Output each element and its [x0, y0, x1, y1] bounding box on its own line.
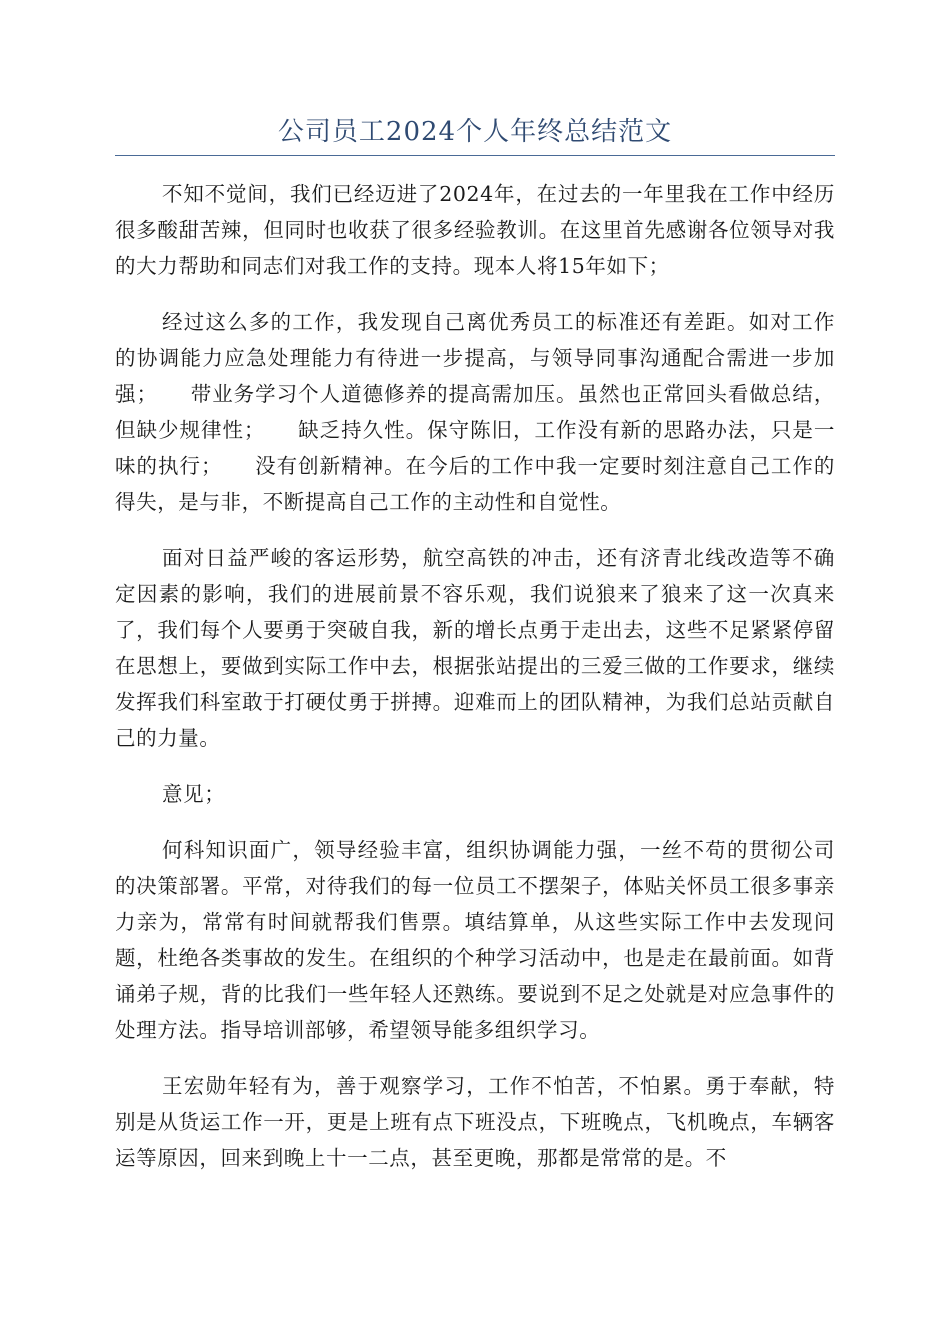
title-underline: [115, 155, 835, 156]
paragraph-opinion-he: 何科知识面广，领导经验丰富，组织协调能力强，一丝不苟的贯彻公司的决策部署。平常，对待我们的每一位员工不摆架子，体贴关怀员工很多事亲力亲为，常常有时间就帮我们售票。填结算单，从这些实际工作中去发现问题，杜绝各类事故的发生。在组织的个种学习活动中，也是走在最前面。如背诵弟子规，背的比我们一些年轻人还熟练。要说到不足之处就是对应急事件的处理方法。指导培训部够，希望领导能多组织学习。: [115, 838, 835, 1042]
paragraph-opinions-heading: 意见；: [162, 782, 226, 806]
document-title: 公司员工2024个人年终总结范文: [277, 117, 673, 147]
paragraph-intro: 不知不觉间，我们已经迈进了2024年，在过去的一年里我在工作中经历很多酸甜苦辣，但同时也收获了很多经验教训。在这里首先感谢各位领导对我的大力帮助和同志们对我工作的支持。现本人将15年如下；: [115, 182, 835, 278]
paragraph-shortcomings: 经过这么多的工作，我发现自己离优秀员工的标准还有差距。如对工作的协调能力应急处理能力有待进一步提高，与领导同事沟通配合需进一步加强； 带业务学习个人道德修养的提高需加压。虽然也正常回头看做总结，但缺少规律性； 缺乏持久性。保守陈旧，工作没有新的思路办法，只是一味的执行； 没有创新精神。在今后的工作中我一定要时刻注意自己工作的得失，是与非，不断提高自己工作的主动性和自觉性。: [115, 310, 835, 514]
paragraph-outlook: 面对日益严峻的客运形势，航空高铁的冲击，还有济青北线改造等不确定因素的影响，我们的进展前景不容乐观，我们说狼来了狼来了这一次真来了，我们每个人要勇于突破自我，新的增长点勇于走出去，这些不足紧紧停留在思想上，要做到实际工作中去，根据张站提出的三爱三做的工作要求，继续发挥我们科室敢于打硬仗勇于拼搏。迎难而上的团队精神，为我们总站贡献自己的力量。: [115, 546, 835, 750]
document-body: [115, 176, 835, 1196]
paragraph-opinion-wang: 王宏勋年轻有为，善于观察学习，工作不怕苦，不怕累。勇于奉献，特别是从货运工作一开，更是上班有点下班没点，下班晚点，飞机晚点，车辆客运等原因，回来到晚上十一二点，甚至更晚，那都是常常的是。不: [115, 1074, 835, 1170]
